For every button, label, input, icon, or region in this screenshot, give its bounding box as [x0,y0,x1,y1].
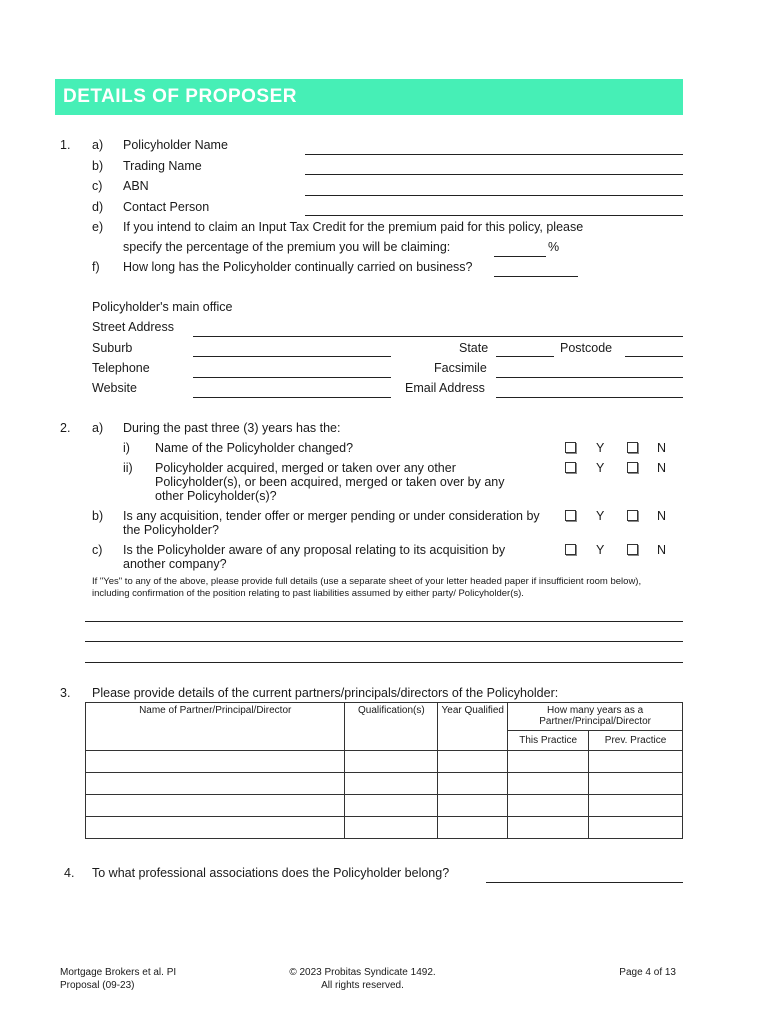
table-cell[interactable] [345,773,438,795]
q1a-letter: a) [92,138,104,152]
table-cell[interactable] [589,773,683,795]
q2-number: 2. [60,421,71,435]
q2-details-line-2[interactable] [85,641,683,642]
q2c-yes-label: Y [596,543,605,557]
suburb-field[interactable] [193,356,391,357]
q2-details-line-3[interactable] [85,662,683,663]
col-header-prev-practice: Prev. Practice [589,731,683,751]
table-cell[interactable] [438,817,508,839]
q2b-no-label: N [657,509,667,523]
table-cell[interactable] [345,751,438,773]
street-address-field[interactable] [193,336,683,337]
q2a-i-no-label: N [657,441,667,455]
table-cell[interactable] [438,795,508,817]
state-field[interactable] [496,356,554,357]
contact-person-field[interactable] [305,215,683,216]
q1d-letter: d) [92,200,104,214]
q2a-i-yes-label: Y [596,441,605,455]
policyholder-name-field[interactable] [305,154,683,155]
q4-number: 4. [64,866,75,880]
suburb-label: Suburb [92,341,133,355]
q4-text: To what professional associations does the Policyholder belong? [92,866,450,880]
footer-left-line2: Proposal (09-23) [60,980,135,991]
q2a-i-no-checkbox[interactable] [627,442,638,453]
q2c-no-label: N [657,543,667,557]
q2c-letter: c) [92,543,103,557]
q1c-letter: c) [92,179,103,193]
q1e-label: If you intend to claim an Input Tax Credit for the premium paid for this policy, please [123,220,584,234]
q2a-i-yes-checkbox[interactable] [565,442,576,453]
table-cell[interactable] [86,795,345,817]
footer-rights: All rights reserved. [321,980,404,991]
col-header-years-as-partner: How many years as a Partner/Principal/Director [508,703,683,731]
facsimile-field[interactable] [496,377,683,378]
table-row [86,751,683,773]
q2a-ii-text: Policyholder acquired, merged or taken over any other Policyholder(s), or been acquired, merged or taken over by any other Policyholder(s)? [155,461,505,503]
website-field[interactable] [193,397,391,398]
telephone-label: Telephone [92,361,150,375]
q1a-label: Policyholder Name [123,138,228,152]
q1b-letter: b) [92,159,104,173]
q3-number: 3. [60,686,71,700]
q2c-yes-checkbox[interactable] [565,544,576,555]
percent-sign: % [548,240,560,254]
q2a-ii-no-label: N [657,461,667,475]
itc-percentage-field[interactable] [494,256,546,257]
abn-field[interactable] [305,195,683,196]
street-address-label: Street Address [92,320,174,334]
q2a-ii-number: ii) [123,461,133,475]
q2c-text: Is the Policyholder aware of any proposal relating to its acquisition by another company? [123,543,506,571]
postcode-field[interactable] [625,356,683,357]
table-cell[interactable] [508,751,589,773]
table-cell[interactable] [86,751,345,773]
table-cell[interactable] [438,773,508,795]
q2-note: If "Yes" to any of the above, please provide full details (use a separate sheet of your letter headed paper if insufficient room below), including confirmation of the position relating to past liabilities assumed by either party/ Policyholder(s). [92,576,642,599]
table-cell[interactable] [589,795,683,817]
table-cell[interactable] [589,817,683,839]
q2b-yes-label: Y [596,509,605,523]
section-banner [55,79,683,115]
q1d-label: Contact Person [123,200,210,214]
q1b-label: Trading Name [123,159,202,173]
q2a-i-text: Name of the Policyholder changed? [155,441,354,455]
table-cell[interactable] [345,817,438,839]
table-cell[interactable] [508,817,589,839]
state-label: State [459,341,489,355]
partners-table [85,702,683,839]
q2a-letter: a) [92,421,104,435]
table-row [86,817,683,839]
table-cell[interactable] [589,751,683,773]
footer-left-line1: Mortgage Brokers et al. PI [60,967,177,978]
footer-copyright: © 2023 Probitas Syndicate 1492. [289,967,436,978]
table-row [86,773,683,795]
table-cell[interactable] [86,817,345,839]
telephone-field[interactable] [193,377,391,378]
section-title: DETAILS OF PROPOSER [63,86,298,107]
q2b-text: Is any acquisition, tender offer or merger pending or under consideration by the Policyholder? [123,509,540,537]
q2-details-line-1[interactable] [85,621,683,622]
q2a-ii-no-checkbox[interactable] [627,462,638,473]
q2c-no-checkbox[interactable] [627,544,638,555]
postcode-label: Postcode [560,341,613,355]
q1e-letter: e) [92,220,104,234]
q2b-letter: b) [92,509,104,523]
q1f-label: How long has the Policyholder continually carried on business? [123,260,473,274]
q2a-text: During the past three (3) years has the: [123,421,341,435]
col-header-qualifications: Qualification(s) [345,703,438,751]
q3-text: Please provide details of the current partners/principals/directors of the Policyholder: [92,686,559,700]
email-address-field[interactable] [496,397,683,398]
email-address-label: Email Address [405,381,485,395]
table-row [86,795,683,817]
trading-name-field[interactable] [305,174,683,175]
q2a-i-number: i) [123,441,130,455]
table-cell[interactable] [86,773,345,795]
years-in-business-field[interactable] [494,276,578,277]
q2a-ii-yes-label: Y [596,461,605,475]
table-cell[interactable] [438,751,508,773]
table-cell[interactable] [508,773,589,795]
q1e-label-cont: specify the percentage of the premium you will be claiming: [123,240,451,254]
col-header-name: Name of Partner/Principal/Director [86,703,345,751]
q2b-no-checkbox[interactable] [627,510,638,521]
website-label: Website [92,381,137,395]
table-cell[interactable] [508,795,589,817]
professional-associations-field[interactable] [486,882,683,883]
q1f-letter: f) [92,260,100,274]
q1c-label: ABN [123,179,149,193]
q2b-yes-checkbox[interactable] [565,510,576,521]
col-header-this-practice: This Practice [508,731,589,751]
col-header-year-qualified: Year Qualified [438,703,508,751]
q1-number: 1. [60,138,71,152]
main-office-heading: Policyholder's main office [92,300,233,314]
table-cell[interactable] [345,795,438,817]
footer-page-number: Page 4 of 13 [619,967,676,978]
facsimile-label: Facsimile [434,361,487,375]
q2a-ii-yes-checkbox[interactable] [565,462,576,473]
